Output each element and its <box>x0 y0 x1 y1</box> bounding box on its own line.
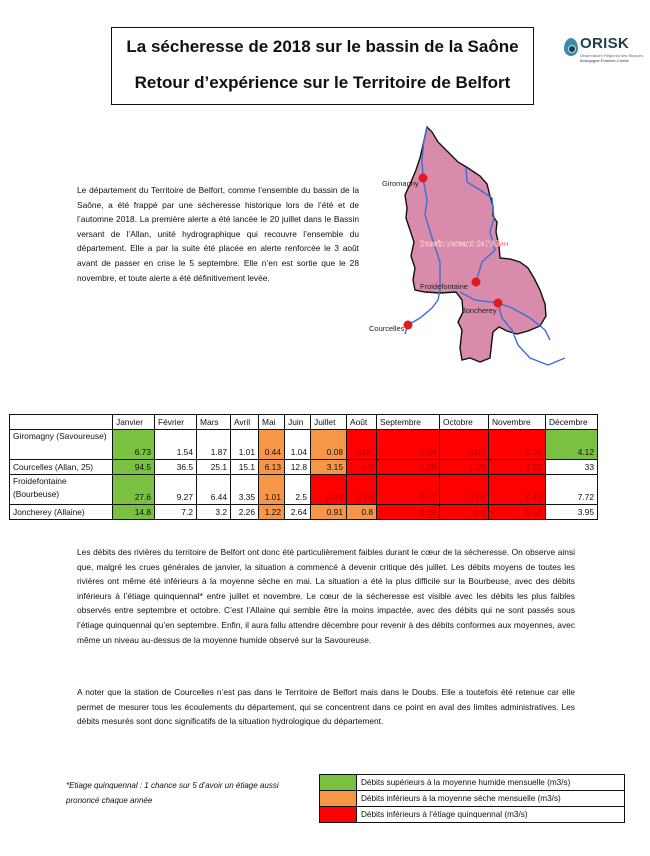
flow-table <box>9 414 598 520</box>
station-cell: Giromagny (Savoureuse) <box>10 430 113 460</box>
table-row <box>10 430 598 460</box>
etiage-footnote: *Etiage quinquennal : 1 chance sur 5 d’avoir un étiage aussi prononcé chaque année <box>66 781 279 805</box>
table-header-cell <box>10 415 113 430</box>
eye-drop-icon <box>564 38 578 56</box>
value-cell: 3.35 <box>231 475 259 505</box>
logo-tagline: Observatoire Régional des Risques <box>580 53 643 58</box>
value-cell: 1.87 <box>197 430 231 460</box>
table-header-cell: Janvier <box>113 415 155 430</box>
value-cell: 0.91 <box>311 505 347 520</box>
logo-name: ORISK <box>580 35 630 52</box>
page-title: La sécheresse de 2018 sur le bassin de la Saône <box>126 37 519 56</box>
value-cell: 0.43 <box>489 475 546 505</box>
value-cell: 2.64 <box>285 505 311 520</box>
value-cell: 3.95 <box>546 505 598 520</box>
value-cell: 1.54 <box>155 430 197 460</box>
legend-swatch-orange <box>320 791 357 807</box>
value-cell: 0.56 <box>489 505 546 520</box>
legend-label: Débits supérieurs à la moyenne humide mensuelle (m3/s) <box>357 775 625 791</box>
table-header-cell: Novembre <box>489 415 546 430</box>
value-cell: 0.17 <box>377 475 440 505</box>
station-cell: Froidefontaine (Bourbeuse) <box>10 475 113 505</box>
value-cell: 2.26 <box>231 505 259 520</box>
legend-swatch-red <box>320 807 357 823</box>
value-cell: 0.33 <box>311 475 347 505</box>
table-header-cell: Décembre <box>546 415 598 430</box>
table-header-cell: Mai <box>259 415 285 430</box>
value-cell: 25.1 <box>197 460 231 475</box>
value-cell: 15.1 <box>231 460 259 475</box>
station-courcelles-icon <box>404 321 413 330</box>
value-cell: 1.52 <box>489 460 546 475</box>
legend-swatch-green <box>320 775 357 791</box>
value-cell: 36.5 <box>155 460 197 475</box>
table-header-cell: Avril <box>231 415 259 430</box>
table-row <box>10 460 598 475</box>
station-cell: Joncherey (Allaine) <box>10 505 113 520</box>
value-cell: 0.04 <box>377 430 440 460</box>
value-cell: 0.44 <box>259 430 285 460</box>
value-cell: 3.15 <box>311 460 347 475</box>
value-cell: 7.72 <box>546 475 598 505</box>
value-cell: 1.26 <box>377 460 440 475</box>
intro-paragraph: Le département du Territoire de Belfort, comme l’ensemble du bassin de la Saône, a été frappé par une sécheresse historique lors de l’été et de l’automne 2018. La première alerte a été lancée le 20 juillet dans le Bassin versant de l’Allan, unité hydrographique qui recouvre l’ensemble du département. Elle a par la suite été placée en alerte renforcée le 3 août avant de passer en crise le 5 septembre. Elle n’en est sortie que le 28 novembre, et toute alerte a été définitivement levée. <box>77 185 359 283</box>
title-box <box>111 27 534 105</box>
table-row <box>10 475 598 505</box>
legend-item <box>320 775 625 791</box>
map-label-joncherey: Joncherey <box>462 306 497 315</box>
value-cell: 1.01 <box>259 475 285 505</box>
value-cell: 7.2 <box>155 505 197 520</box>
table-header-row <box>10 415 598 430</box>
table-header-cell: Juillet <box>311 415 347 430</box>
page-subtitle: Retour d’expérience sur le Territoire de Belfort <box>134 73 511 92</box>
value-cell: 27.6 <box>113 475 155 505</box>
map-label-froidefontaine: Froidefontaine <box>420 282 468 291</box>
value-cell: 0.03 <box>440 430 489 460</box>
analysis-paragraph: Les débits des rivières du territoire de Belfort ont donc été particulièrement faibles durant le cœur de la sécheresse. On observe ainsi que, malgré les crues générales de janvier, la situation a commencé à devenir critique dès juillet. Les débits moyens de toutes les rivières ont même été inférieurs à la moyenne sèche en mai. La situation a été la plus difficile sur la Bourbeuse, avec des débits inférieurs à l’étiage quinquennal* entre juillet et novembre. Le cœur de la sécheresse est visible avec les débits les plus faibles observés entre septembre et octobre. C’est l’Allaine qui semble être la moins impactée, avec des débits qui ne sont passés sous l’étiage quinquennal qu’en septembre. Enfin, il aura fallu attendre décembre pour revenir à des débits conformes aux moyennes, avec même un niveau au-dessus de la moyenne humide observé sur la Savoureuse. <box>77 547 575 645</box>
value-cell: 1.22 <box>259 505 285 520</box>
table-header-cell: Février <box>155 415 197 430</box>
value-cell: 0.39 <box>377 505 440 520</box>
station-giromagny-icon <box>419 174 428 183</box>
table-header-cell: Octobre <box>440 415 489 430</box>
value-cell: 94.5 <box>113 460 155 475</box>
value-cell: 4.12 <box>546 430 598 460</box>
value-cell: 6.13 <box>259 460 285 475</box>
value-cell: 0.08 <box>311 430 347 460</box>
value-cell: 6.73 <box>113 430 155 460</box>
value-cell: 1.04 <box>285 430 311 460</box>
legend-label: Débits inférieurs à l’étiage quinquennal (m3/s) <box>357 807 625 823</box>
station-cell: Courcelles (Allan, 25) <box>10 460 113 475</box>
logo-tagline-2: Bourgogne-Franche-Comté <box>580 58 629 63</box>
table-header-cell: Juin <box>285 415 311 430</box>
legend-label: Débits inférieurs à la moyenne sèche mensuelle (m3/s) <box>357 791 625 807</box>
value-cell: 0.18 <box>440 475 489 505</box>
station-froidefontaine-icon <box>472 278 481 287</box>
value-cell: 9.27 <box>155 475 197 505</box>
table-header-cell: Août <box>347 415 377 430</box>
value-cell: 0.8 <box>347 505 377 520</box>
value-cell: 6.44 <box>197 475 231 505</box>
value-cell: 1.19 <box>440 460 489 475</box>
legend-item <box>320 807 625 823</box>
basin-map <box>355 110 570 380</box>
map-basin-label: Bassin versant de l'Allan <box>420 239 509 248</box>
value-cell: 1.01 <box>231 430 259 460</box>
value-cell: 33 <box>546 460 598 475</box>
table-header-cell: Septembre <box>377 415 440 430</box>
value-cell: 0.4 <box>440 505 489 520</box>
legend-item <box>320 791 625 807</box>
value-cell: 12.8 <box>285 460 311 475</box>
map-label-courcelles: Courcelles <box>369 324 405 333</box>
orisk-logo <box>562 32 643 68</box>
value-cell: 0.06 <box>489 430 546 460</box>
table-row <box>10 505 598 520</box>
map-label-giromagny: Giromagny <box>382 179 419 188</box>
value-cell: 0.16 <box>347 475 377 505</box>
color-legend <box>319 774 625 823</box>
table-header-cell: Mars <box>197 415 231 430</box>
value-cell: 2.5 <box>285 475 311 505</box>
value-cell: 1.6 <box>347 460 377 475</box>
value-cell: 3.2 <box>197 505 231 520</box>
value-cell: 14.8 <box>113 505 155 520</box>
courcelles-note-paragraph: A noter que la station de Courcelles n’est pas dans le Territoire de Belfort mais dans le Doubs. Elle a toutefois été retenue car elle permet de mesurer tous les écoulements du département, qui se concentrent dans ce point en aval des limites administratives. Les débits mesurés sont donc significatifs de la situation hydrologique du département. <box>77 687 575 727</box>
value-cell: 0.04 <box>347 430 377 460</box>
